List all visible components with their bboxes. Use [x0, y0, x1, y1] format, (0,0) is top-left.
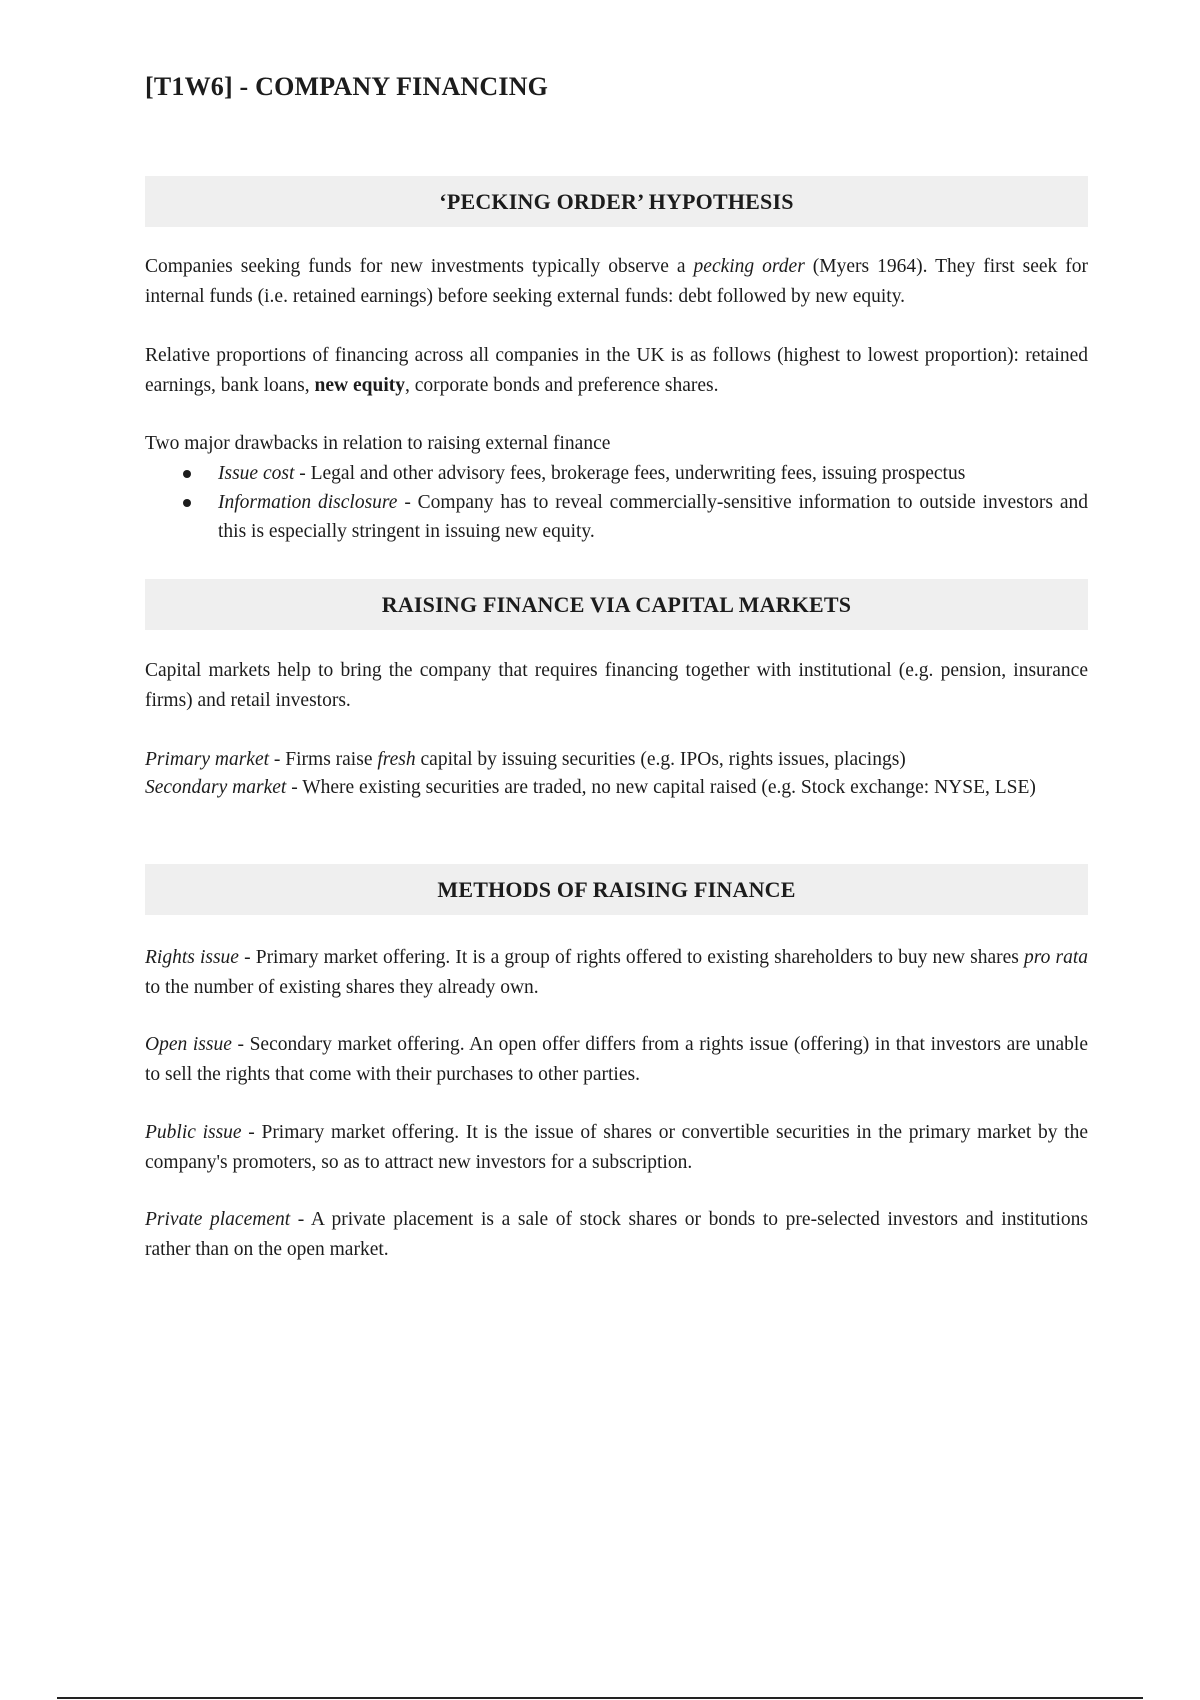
paragraph-secondary-market — [145, 773, 1088, 803]
italic-term: Open issue — [145, 1034, 232, 1055]
section-heading-methods: METHODS OF RAISING FINANCE — [145, 864, 1088, 915]
bullet-dot-icon — [183, 470, 191, 478]
italic-term: Public issue — [145, 1122, 242, 1143]
italic-term-pecking-order: pecking order — [693, 256, 805, 277]
drawbacks-list — [145, 459, 1088, 546]
section-heading-capital-markets: RAISING FINANCE VIA CAPITAL MARKETS — [145, 579, 1088, 630]
text-run: (Myers 1964). They first seek for internal funds (i.e. retained earnings) before seeking external funds: debt followed by new equity. — [145, 256, 1088, 307]
paragraph-relative-proportions — [145, 341, 1088, 401]
paragraph-open-issue — [145, 1030, 1088, 1090]
italic-term: Issue cost — [218, 463, 295, 484]
italic-term-fresh: fresh — [377, 749, 416, 770]
paragraph-primary-market — [145, 745, 1088, 775]
page-title: [T1W6] - COMPANY FINANCING — [145, 72, 549, 101]
text-run: Relative proportions of financing across all companies in the UK is as follows (highest to lowest proportion): retained earnings, bank loans, — [145, 345, 1088, 396]
bullet-dot-icon — [183, 499, 191, 507]
text-run: - Legal and other advisory fees, brokerage fees, underwriting fees, issuing prospectus — [294, 463, 966, 484]
italic-term: Primary market — [145, 749, 270, 770]
text-run: - Where existing securities are traded, no new capital raised (e.g. Stock exchange: NYSE, LSE) — [286, 777, 1036, 798]
italic-term: Rights issue — [145, 947, 239, 968]
paragraph-pecking-order-intro — [145, 252, 1088, 312]
text-run: - Company has to reveal commercially-sensitive information to outside investors and this is especially stringent in issuing new equity. — [218, 492, 1088, 542]
paragraph-rights-issue — [145, 943, 1088, 1003]
text-run: - Primary market offering. It is a group of rights offered to existing shareholders to buy new shares — [238, 947, 1024, 968]
text-run: to the number of existing shares they already own. — [145, 977, 539, 998]
paragraph-drawbacks-intro: Two major drawbacks in relation to raising external finance — [145, 433, 611, 454]
italic-term: Information disclosure — [218, 492, 398, 513]
text-run: - Firms raise — [269, 749, 378, 770]
italic-term-pro-rata: pro rata — [1024, 947, 1089, 968]
paragraph-public-issue — [145, 1118, 1088, 1178]
list-item — [145, 488, 1088, 546]
italic-term: Private placement — [145, 1209, 291, 1230]
text-run: - Secondary market offering. An open offer differs from a rights issue (offering) in that investors are unable to sell the rights that come with their purchases to other parties. — [145, 1034, 1088, 1085]
section-heading-pecking-order: ‘PECKING ORDER’ HYPOTHESIS — [145, 176, 1088, 227]
text-run: Companies seeking funds for new investments typically observe a — [145, 256, 694, 277]
list-item — [145, 459, 1088, 488]
paragraph-private-placement — [145, 1205, 1088, 1265]
text-run: , corporate bonds and preference shares. — [404, 375, 719, 396]
text-run: - A private placement is a sale of stock shares or bonds to pre-selected investors and institutions rather than on the open market. — [145, 1209, 1088, 1260]
text-run: - Primary market offering. It is the issue of shares or convertible securities in the primary market by the company's promoters, so as to attract new investors for a subscription. — [145, 1122, 1088, 1173]
bold-term-new-equity: new equity — [314, 375, 405, 396]
paragraph-capital-markets: Capital markets help to bring the company that requires financing together with institutional (e.g. pension, insurance firms) and retail investors. — [145, 660, 1088, 711]
text-run: capital by issuing securities (e.g. IPOs, rights issues, placings) — [415, 749, 906, 770]
footer-divider — [57, 1697, 1143, 1699]
italic-term: Secondary market — [145, 777, 287, 798]
